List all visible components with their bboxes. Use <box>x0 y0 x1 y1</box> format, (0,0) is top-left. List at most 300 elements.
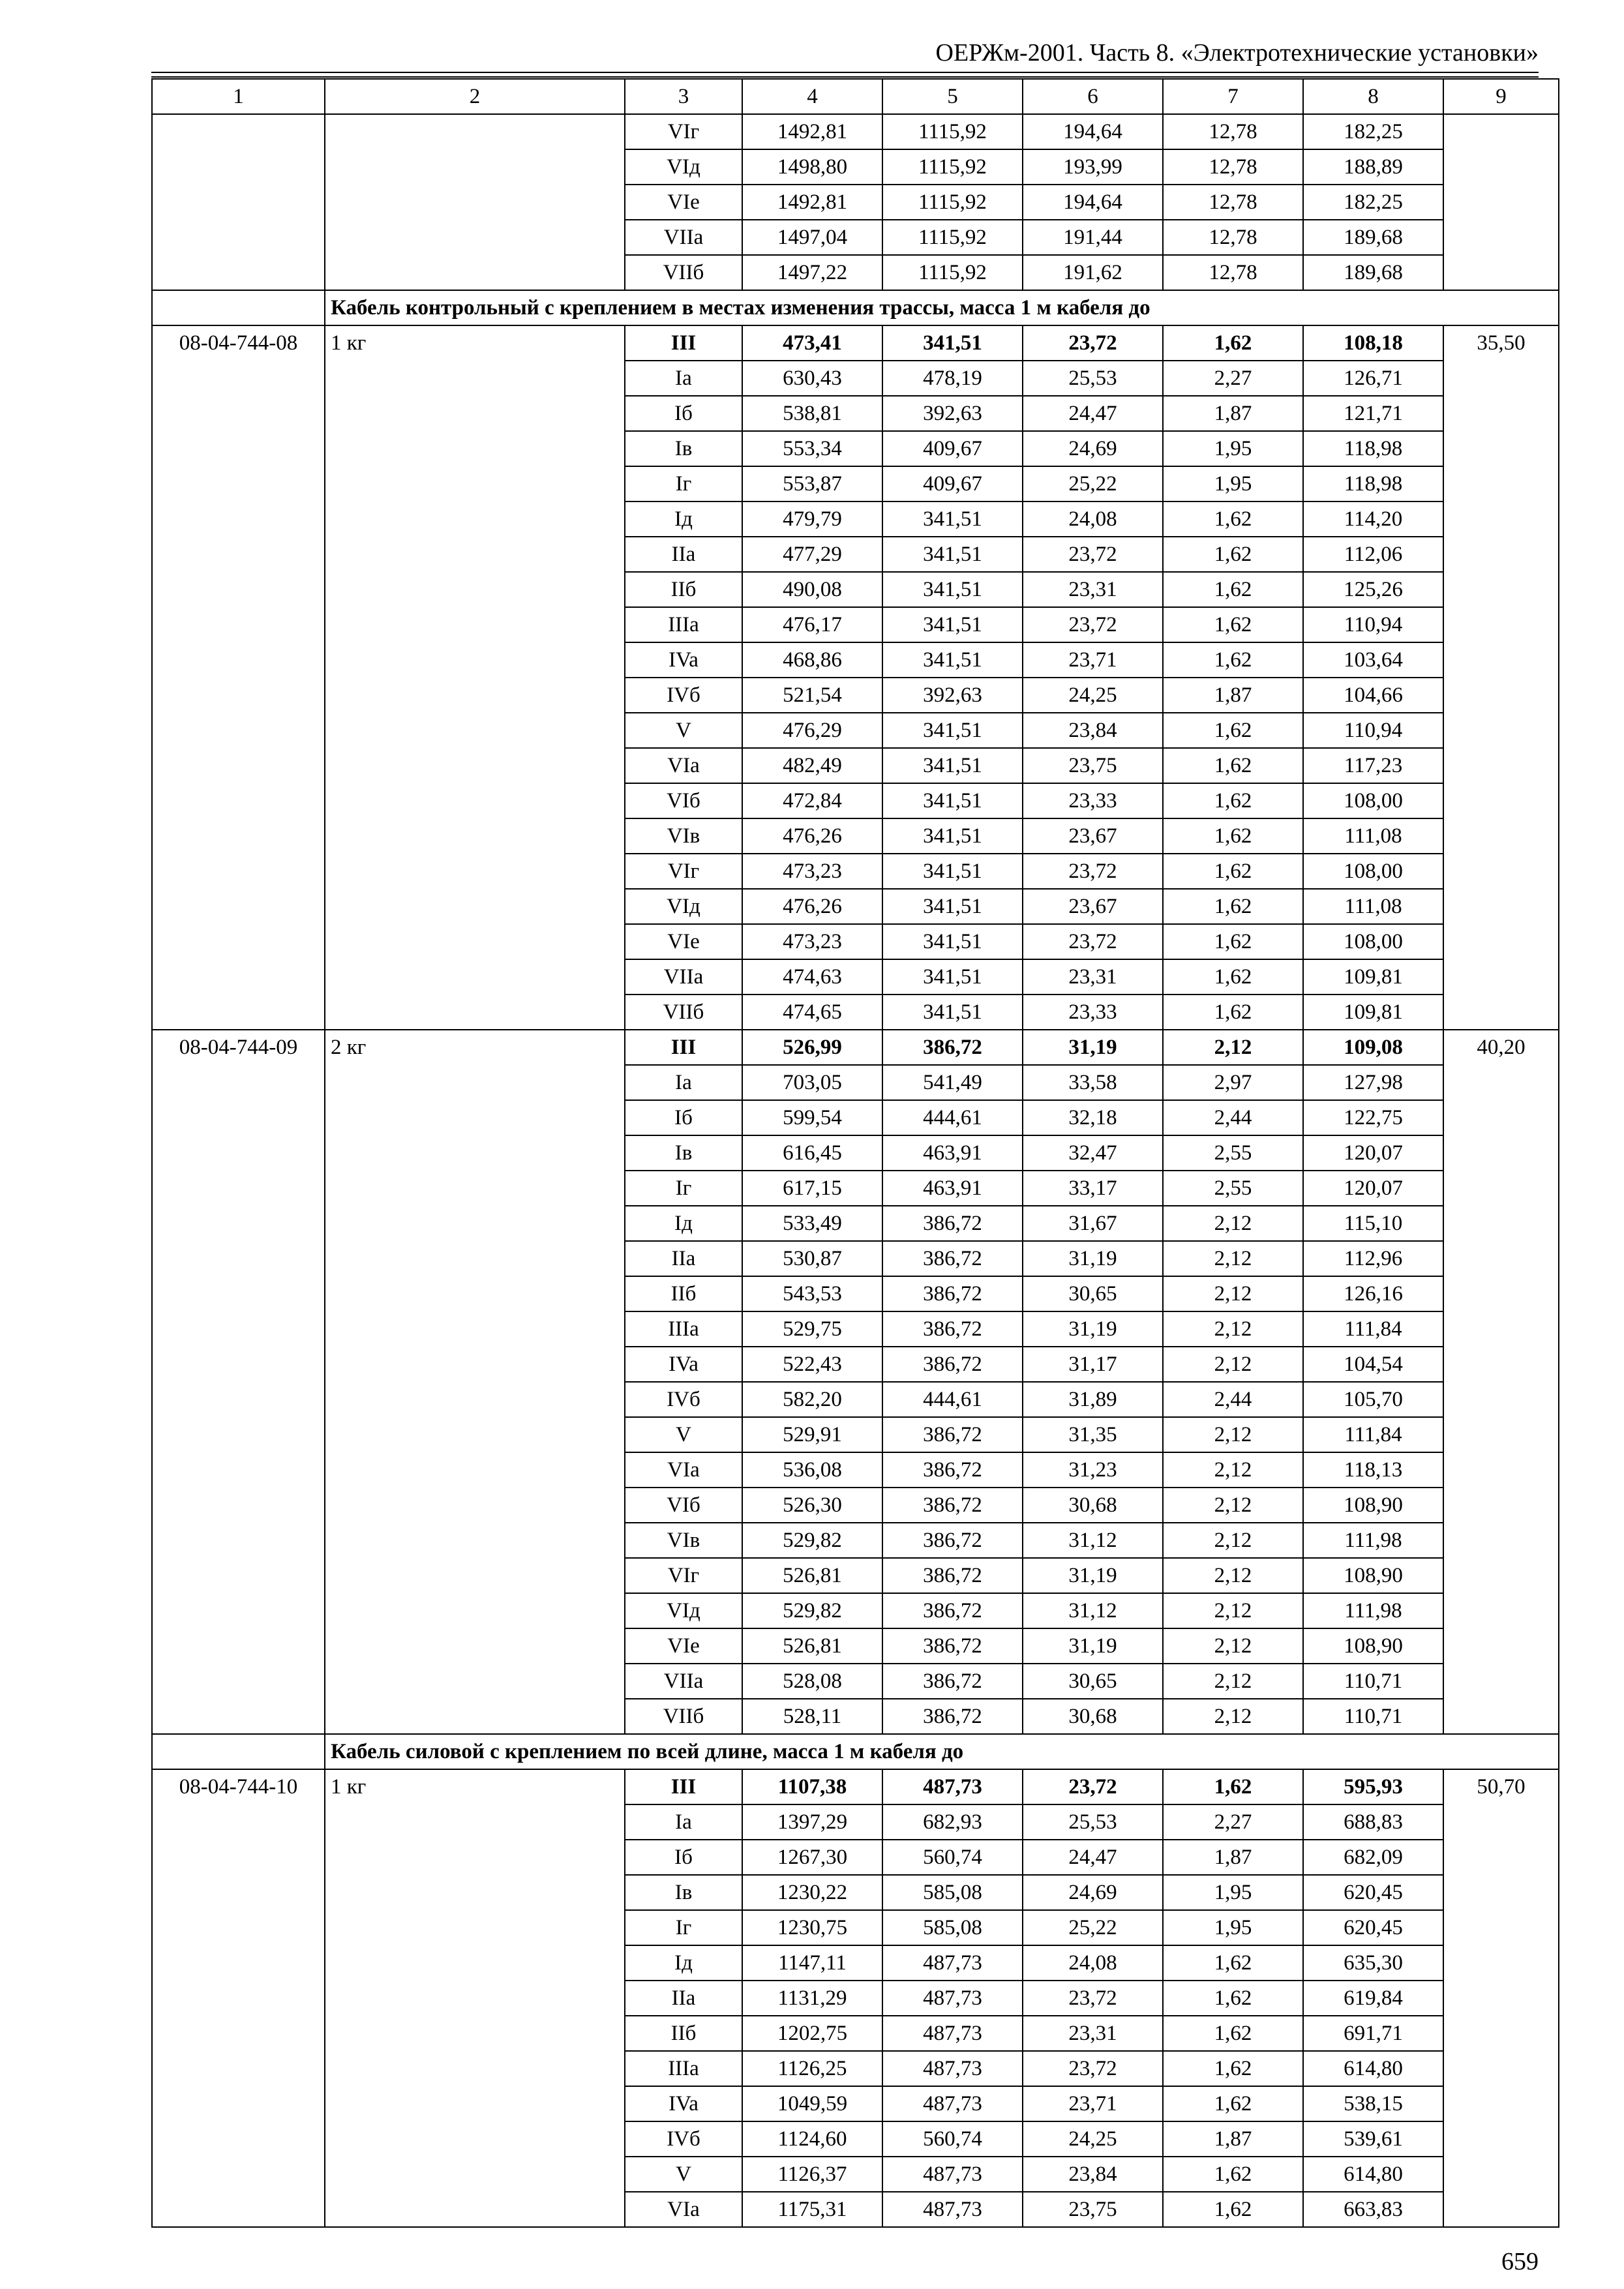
zone-cell: V <box>625 713 742 748</box>
value-cell: 539,61 <box>1303 2121 1443 2157</box>
value-cell: 31,19 <box>1023 1030 1163 1065</box>
value-cell: 12,78 <box>1163 185 1303 220</box>
value-cell: 543,53 <box>742 1276 882 1311</box>
zone-cell: IIб <box>625 572 742 607</box>
value-cell: 2,12 <box>1163 1347 1303 1382</box>
rate-name-cell: 1 кг <box>325 325 625 1030</box>
value-cell: 25,53 <box>1023 361 1163 396</box>
value-cell: 1,62 <box>1163 325 1303 361</box>
value-cell: 1,87 <box>1163 1840 1303 1875</box>
zone-cell: IVб <box>625 678 742 713</box>
value-cell: 472,84 <box>742 783 882 818</box>
value-cell: 341,51 <box>882 325 1023 361</box>
value-cell: 31,12 <box>1023 1523 1163 1558</box>
zone-cell: VIг <box>625 854 742 889</box>
value-cell: 341,51 <box>882 924 1023 959</box>
value-cell: 530,87 <box>742 1241 882 1276</box>
zone-cell: VIIа <box>625 1664 742 1699</box>
value-cell: 23,75 <box>1023 2192 1163 2227</box>
value-cell: 2,12 <box>1163 1241 1303 1276</box>
value-cell: 487,73 <box>882 2016 1023 2051</box>
value-cell: 1,62 <box>1163 642 1303 678</box>
zone-cell: III <box>625 1030 742 1065</box>
value-cell: 386,72 <box>882 1030 1023 1065</box>
value-cell: 487,73 <box>882 2192 1023 2227</box>
zone-cell: IVa <box>625 1347 742 1382</box>
value-cell: 23,72 <box>1023 854 1163 889</box>
value-cell: 478,19 <box>882 361 1023 396</box>
value-cell: 127,98 <box>1303 1065 1443 1100</box>
value-cell: 1115,92 <box>882 149 1023 185</box>
zone-cell: III <box>625 1769 742 1804</box>
zone-cell: Iб <box>625 396 742 431</box>
column-number-cell: 3 <box>625 79 742 114</box>
value-cell: 553,34 <box>742 431 882 466</box>
value-cell: 23,67 <box>1023 818 1163 854</box>
value-cell: 32,47 <box>1023 1135 1163 1171</box>
value-cell: 1,62 <box>1163 2086 1303 2121</box>
value-cell: 616,45 <box>742 1135 882 1171</box>
value-cell: 23,33 <box>1023 995 1163 1030</box>
value-cell: 617,15 <box>742 1171 882 1206</box>
value-cell: 2,44 <box>1163 1382 1303 1417</box>
value-cell: 112,06 <box>1303 537 1443 572</box>
value-cell: 103,64 <box>1303 642 1443 678</box>
value-cell: 614,80 <box>1303 2157 1443 2192</box>
zone-cell: VIд <box>625 1593 742 1628</box>
value-cell: 33,17 <box>1023 1171 1163 1206</box>
value-cell: 118,98 <box>1303 431 1443 466</box>
value-cell: 23,72 <box>1023 325 1163 361</box>
zone-cell: VIe <box>625 924 742 959</box>
value-cell: 111,08 <box>1303 818 1443 854</box>
value-cell: 114,20 <box>1303 501 1443 537</box>
value-cell: 111,98 <box>1303 1523 1443 1558</box>
zone-cell: VIб <box>625 783 742 818</box>
value-cell: 386,72 <box>882 1628 1023 1664</box>
zone-cell: Iд <box>625 1206 742 1241</box>
value-cell: 529,91 <box>742 1417 882 1452</box>
value-cell: 614,80 <box>1303 2051 1443 2086</box>
zone-cell: VIa <box>625 1452 742 1488</box>
value-cell: 189,68 <box>1303 255 1443 290</box>
value-cell: 1115,92 <box>882 255 1023 290</box>
value-cell: 386,72 <box>882 1452 1023 1488</box>
value-cell: 1,87 <box>1163 678 1303 713</box>
zone-cell: VIIа <box>625 959 742 995</box>
value-cell: 533,49 <box>742 1206 882 1241</box>
value-cell: 1492,81 <box>742 185 882 220</box>
value-cell: 32,18 <box>1023 1100 1163 1135</box>
value-cell: 409,67 <box>882 466 1023 501</box>
value-cell: 25,22 <box>1023 1910 1163 1945</box>
zone-cell: VIд <box>625 889 742 924</box>
value-cell: 31,19 <box>1023 1558 1163 1593</box>
value-cell: 193,99 <box>1023 149 1163 185</box>
value-cell: 476,26 <box>742 818 882 854</box>
value-cell: 23,31 <box>1023 959 1163 995</box>
zone-cell: IIIа <box>625 607 742 642</box>
value-cell: 392,63 <box>882 678 1023 713</box>
value-cell: 526,81 <box>742 1628 882 1664</box>
zone-cell: IIа <box>625 1241 742 1276</box>
value-cell: 582,20 <box>742 1382 882 1417</box>
zone-cell: IIб <box>625 2016 742 2051</box>
value-cell: 473,23 <box>742 924 882 959</box>
section-heading-spacer <box>152 1734 325 1769</box>
value-cell: 386,72 <box>882 1206 1023 1241</box>
value-cell: 1,62 <box>1163 2192 1303 2227</box>
value-cell: 341,51 <box>882 783 1023 818</box>
value-cell: 23,72 <box>1023 537 1163 572</box>
rate-code-cell <box>152 114 325 290</box>
value-cell: 24,08 <box>1023 501 1163 537</box>
value-cell: 2,12 <box>1163 1206 1303 1241</box>
value-cell: 191,44 <box>1023 220 1163 255</box>
zone-cell: V <box>625 1417 742 1452</box>
value-cell: 2,27 <box>1163 1804 1303 1840</box>
column-number-cell: 7 <box>1163 79 1303 114</box>
zone-cell: VIIа <box>625 220 742 255</box>
value-cell: 341,51 <box>882 607 1023 642</box>
zone-cell: VIб <box>625 1488 742 1523</box>
value-cell: 2,12 <box>1163 1276 1303 1311</box>
zone-cell: Ia <box>625 361 742 396</box>
value-cell: 341,51 <box>882 889 1023 924</box>
value-cell: 630,43 <box>742 361 882 396</box>
value-cell: 560,74 <box>882 2121 1023 2157</box>
zone-cell: Iд <box>625 1945 742 1981</box>
section-heading: Кабель силовой с креплением по всей длине, масса 1 м кабеля до <box>325 1734 1559 1769</box>
value-cell: 31,67 <box>1023 1206 1163 1241</box>
value-cell: 1397,29 <box>742 1804 882 1840</box>
value-cell: 188,89 <box>1303 149 1443 185</box>
value-cell: 24,69 <box>1023 431 1163 466</box>
value-cell: 23,72 <box>1023 1981 1163 2016</box>
value-cell: 528,08 <box>742 1664 882 1699</box>
value-cell: 341,51 <box>882 959 1023 995</box>
value-cell: 2,12 <box>1163 1664 1303 1699</box>
value-cell: 23,31 <box>1023 572 1163 607</box>
header-rule <box>151 72 1539 78</box>
value-cell: 392,63 <box>882 396 1023 431</box>
value-cell: 120,07 <box>1303 1171 1443 1206</box>
value-cell: 1,87 <box>1163 396 1303 431</box>
value-cell: 23,72 <box>1023 2051 1163 2086</box>
value-cell: 1124,60 <box>742 2121 882 2157</box>
value-cell: 663,83 <box>1303 2192 1443 2227</box>
value-cell: 23,72 <box>1023 607 1163 642</box>
value-cell: 386,72 <box>882 1347 1023 1382</box>
value-cell: 487,73 <box>882 1945 1023 1981</box>
value-cell: 25,22 <box>1023 466 1163 501</box>
value-cell: 23,71 <box>1023 2086 1163 2121</box>
value-cell: 541,49 <box>882 1065 1023 1100</box>
zone-cell: IIа <box>625 537 742 572</box>
value-cell: 111,84 <box>1303 1417 1443 1452</box>
value-cell: 2,12 <box>1163 1628 1303 1664</box>
index-cell: 50,70 <box>1443 1769 1559 2227</box>
value-cell: 487,73 <box>882 1981 1023 2016</box>
value-cell: 121,71 <box>1303 396 1443 431</box>
value-cell: 482,49 <box>742 748 882 783</box>
value-cell: 1230,22 <box>742 1875 882 1910</box>
value-cell: 108,00 <box>1303 854 1443 889</box>
column-number-row <box>152 79 1559 114</box>
zone-cell: IIб <box>625 1276 742 1311</box>
value-cell: 1,87 <box>1163 2121 1303 2157</box>
value-cell: 24,25 <box>1023 2121 1163 2157</box>
value-cell: 1497,22 <box>742 255 882 290</box>
zone-cell: IVб <box>625 1382 742 1417</box>
rate-name-cell: 1 кг <box>325 1769 625 2227</box>
value-cell: 1,62 <box>1163 748 1303 783</box>
value-cell: 386,72 <box>882 1241 1023 1276</box>
section-heading-spacer <box>152 290 325 325</box>
value-cell: 585,08 <box>882 1910 1023 1945</box>
zone-cell: Iв <box>625 431 742 466</box>
value-cell: 12,78 <box>1163 114 1303 149</box>
value-cell: 111,98 <box>1303 1593 1443 1628</box>
value-cell: 33,58 <box>1023 1065 1163 1100</box>
value-cell: 1131,29 <box>742 1981 882 2016</box>
value-cell: 1,62 <box>1163 713 1303 748</box>
value-cell: 104,66 <box>1303 678 1443 713</box>
value-cell: 409,67 <box>882 431 1023 466</box>
index-cell <box>1443 114 1559 290</box>
value-cell: 341,51 <box>882 501 1023 537</box>
value-cell: 194,64 <box>1023 185 1163 220</box>
value-cell: 522,43 <box>742 1347 882 1382</box>
value-cell: 341,51 <box>882 713 1023 748</box>
value-cell: 1,62 <box>1163 1981 1303 2016</box>
value-cell: 111,84 <box>1303 1311 1443 1347</box>
value-cell: 526,30 <box>742 1488 882 1523</box>
value-cell: 108,90 <box>1303 1488 1443 1523</box>
zone-cell: III <box>625 325 742 361</box>
value-cell: 23,31 <box>1023 2016 1163 2051</box>
zone-cell: Iг <box>625 1171 742 1206</box>
column-number-cell: 4 <box>742 79 882 114</box>
value-cell: 1,95 <box>1163 466 1303 501</box>
value-cell: 194,64 <box>1023 114 1163 149</box>
value-cell: 111,08 <box>1303 889 1443 924</box>
value-cell: 619,84 <box>1303 1981 1443 2016</box>
zone-cell: VIIб <box>625 1699 742 1734</box>
column-number-cell: 2 <box>325 79 625 114</box>
value-cell: 191,62 <box>1023 255 1163 290</box>
value-cell: 30,68 <box>1023 1699 1163 1734</box>
value-cell: 24,08 <box>1023 1945 1163 1981</box>
value-cell: 125,26 <box>1303 572 1443 607</box>
value-cell: 110,94 <box>1303 607 1443 642</box>
value-cell: 1,62 <box>1163 1769 1303 1804</box>
zone-cell: Ia <box>625 1065 742 1100</box>
value-cell: 474,63 <box>742 959 882 995</box>
value-cell: 1,62 <box>1163 2016 1303 2051</box>
zone-cell: VIa <box>625 748 742 783</box>
value-cell: 1147,11 <box>742 1945 882 1981</box>
value-cell: 1,95 <box>1163 1875 1303 1910</box>
value-cell: 1,62 <box>1163 889 1303 924</box>
zone-cell: IVб <box>625 2121 742 2157</box>
value-cell: 526,81 <box>742 1558 882 1593</box>
value-cell: 553,87 <box>742 466 882 501</box>
value-cell: 109,08 <box>1303 1030 1443 1065</box>
value-cell: 23,33 <box>1023 783 1163 818</box>
value-cell: 31,17 <box>1023 1347 1163 1382</box>
zone-cell: V <box>625 2157 742 2192</box>
value-cell: 444,61 <box>882 1382 1023 1417</box>
value-cell: 2,12 <box>1163 1417 1303 1452</box>
value-cell: 1126,25 <box>742 2051 882 2086</box>
value-cell: 682,93 <box>882 1804 1023 1840</box>
value-cell: 110,71 <box>1303 1664 1443 1699</box>
page-header: ОЕРЖм-2001. Часть 8. «Электротехнические установки» <box>935 39 1539 67</box>
value-cell: 386,72 <box>882 1699 1023 1734</box>
value-cell: 2,12 <box>1163 1452 1303 1488</box>
zone-cell: VIIб <box>625 995 742 1030</box>
value-cell: 341,51 <box>882 642 1023 678</box>
value-cell: 2,44 <box>1163 1100 1303 1135</box>
value-cell: 599,54 <box>742 1100 882 1135</box>
value-cell: 1498,80 <box>742 149 882 185</box>
section-heading-row <box>152 290 1559 325</box>
value-cell: 2,12 <box>1163 1593 1303 1628</box>
value-cell: 1,62 <box>1163 1945 1303 1981</box>
value-cell: 474,65 <box>742 995 882 1030</box>
value-cell: 23,75 <box>1023 748 1163 783</box>
value-cell: 2,12 <box>1163 1558 1303 1593</box>
value-cell: 1202,75 <box>742 2016 882 2051</box>
value-cell: 110,71 <box>1303 1699 1443 1734</box>
value-cell: 682,09 <box>1303 1840 1443 1875</box>
value-cell: 386,72 <box>882 1311 1023 1347</box>
zone-cell: Iв <box>625 1875 742 1910</box>
value-cell: 538,15 <box>1303 2086 1443 2121</box>
value-cell: 1107,38 <box>742 1769 882 1804</box>
value-cell: 112,96 <box>1303 1241 1443 1276</box>
rate-name-cell <box>325 114 625 290</box>
value-cell: 444,61 <box>882 1100 1023 1135</box>
value-cell: 118,98 <box>1303 466 1443 501</box>
value-cell: 341,51 <box>882 572 1023 607</box>
zone-cell: VIa <box>625 2192 742 2227</box>
value-cell: 341,51 <box>882 537 1023 572</box>
value-cell: 595,93 <box>1303 1769 1443 1804</box>
value-cell: 25,53 <box>1023 1804 1163 1840</box>
value-cell: 1115,92 <box>882 220 1023 255</box>
value-cell: 108,90 <box>1303 1558 1443 1593</box>
value-cell: 1,95 <box>1163 1910 1303 1945</box>
column-number-cell: 5 <box>882 79 1023 114</box>
value-cell: 31,12 <box>1023 1593 1163 1628</box>
value-cell: 1,62 <box>1163 572 1303 607</box>
value-cell: 1492,81 <box>742 114 882 149</box>
value-cell: 1175,31 <box>742 2192 882 2227</box>
value-cell: 1,62 <box>1163 501 1303 537</box>
value-cell: 30,65 <box>1023 1276 1163 1311</box>
value-cell: 12,78 <box>1163 149 1303 185</box>
value-cell: 529,82 <box>742 1523 882 1558</box>
value-cell: 108,00 <box>1303 783 1443 818</box>
value-cell: 620,45 <box>1303 1875 1443 1910</box>
value-cell: 31,35 <box>1023 1417 1163 1452</box>
value-cell: 476,17 <box>742 607 882 642</box>
rates-table <box>151 78 1559 2228</box>
zone-cell: VIe <box>625 1628 742 1664</box>
value-cell: 1,62 <box>1163 959 1303 995</box>
section-heading: Кабель контрольный с креплением в местах изменения трассы, масса 1 м кабеля до <box>325 290 1559 325</box>
value-cell: 1230,75 <box>742 1910 882 1945</box>
value-cell: 104,54 <box>1303 1347 1443 1382</box>
value-cell: 23,67 <box>1023 889 1163 924</box>
value-cell: 105,70 <box>1303 1382 1443 1417</box>
zone-cell: Iв <box>625 1135 742 1171</box>
value-cell: 118,13 <box>1303 1452 1443 1488</box>
value-cell: 2,27 <box>1163 361 1303 396</box>
zone-cell: VIв <box>625 818 742 854</box>
value-cell: 2,97 <box>1163 1065 1303 1100</box>
value-cell: 341,51 <box>882 748 1023 783</box>
zone-cell: IIIа <box>625 2051 742 2086</box>
value-cell: 1049,59 <box>742 2086 882 2121</box>
value-cell: 463,91 <box>882 1135 1023 1171</box>
value-cell: 1,62 <box>1163 854 1303 889</box>
value-cell: 463,91 <box>882 1171 1023 1206</box>
rate-code-cell: 08-04-744-10 <box>152 1769 325 2227</box>
value-cell: 2,55 <box>1163 1171 1303 1206</box>
value-cell: 487,73 <box>882 2086 1023 2121</box>
value-cell: 23,72 <box>1023 1769 1163 1804</box>
table-row <box>152 325 1559 361</box>
value-cell: 691,71 <box>1303 2016 1443 2051</box>
value-cell: 182,25 <box>1303 185 1443 220</box>
value-cell: 341,51 <box>882 818 1023 854</box>
value-cell: 1126,37 <box>742 2157 882 2192</box>
value-cell: 2,12 <box>1163 1311 1303 1347</box>
value-cell: 386,72 <box>882 1593 1023 1628</box>
value-cell: 12,78 <box>1163 220 1303 255</box>
value-cell: 477,29 <box>742 537 882 572</box>
column-number-cell: 9 <box>1443 79 1559 114</box>
section-heading-row <box>152 1734 1559 1769</box>
zone-cell: IVa <box>625 642 742 678</box>
value-cell: 31,19 <box>1023 1241 1163 1276</box>
value-cell: 585,08 <box>882 1875 1023 1910</box>
value-cell: 688,83 <box>1303 1804 1443 1840</box>
value-cell: 703,05 <box>742 1065 882 1100</box>
value-cell: 12,78 <box>1163 255 1303 290</box>
zone-cell: VIд <box>625 149 742 185</box>
table-body <box>152 79 1559 2227</box>
value-cell: 2,12 <box>1163 1699 1303 1734</box>
table-row <box>152 1030 1559 1065</box>
value-cell: 386,72 <box>882 1276 1023 1311</box>
zone-cell: VIв <box>625 1523 742 1558</box>
value-cell: 487,73 <box>882 2157 1023 2192</box>
value-cell: 521,54 <box>742 678 882 713</box>
rate-name-cell: 2 кг <box>325 1030 625 1734</box>
value-cell: 1115,92 <box>882 185 1023 220</box>
zone-cell: VIIб <box>625 255 742 290</box>
column-number-cell: 6 <box>1023 79 1163 114</box>
value-cell: 24,25 <box>1023 678 1163 713</box>
value-cell: 108,00 <box>1303 924 1443 959</box>
zone-cell: Iд <box>625 501 742 537</box>
value-cell: 23,71 <box>1023 642 1163 678</box>
value-cell: 386,72 <box>882 1558 1023 1593</box>
